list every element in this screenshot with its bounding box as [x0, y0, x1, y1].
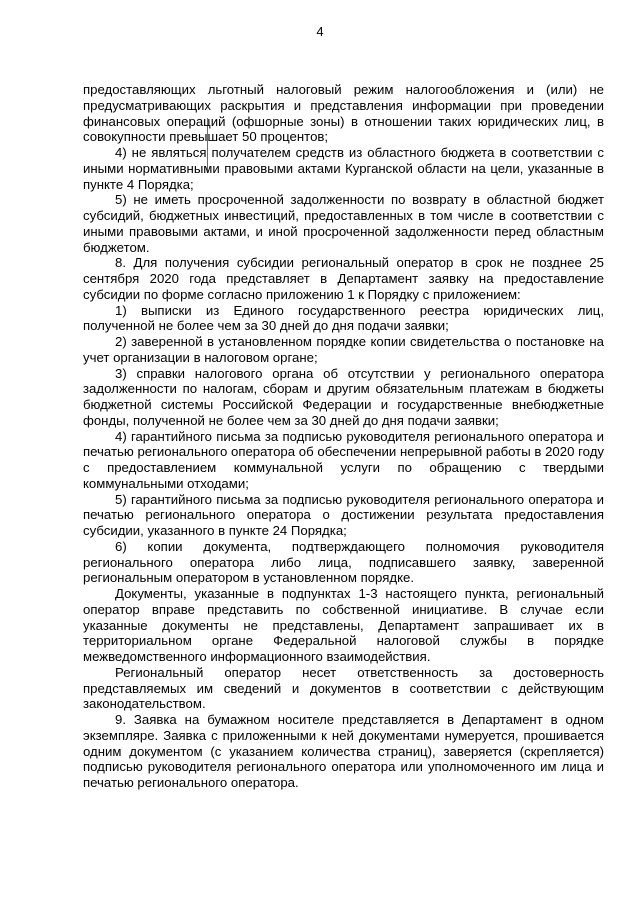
paragraph-clause-9: 9. Заявка на бумажном носителе представляется в Департамент в одном экземпляре. Заявка с приложенными к ней документами нумеруется, прошивается одним документом (с указанием количества страниц), заверяется (скрепляется) подписью руководителя регионального оператора или уполномоченного им лица и печатью регионального оператора. [83, 712, 604, 790]
paragraph-clause-8: 8. Для получения субсидии региональный оператор в срок не позднее 25 сентября 2020 года представляет в Департамент заявку на предоставление субсидии по форме согласно приложению 1 к Порядку с приложением: [83, 255, 604, 302]
paragraph-continuation: предоставляющих льготный налоговый режим налогообложения и (или) не предусматривающих раскрытия и представления информации при проведении финансовых операций (офшорные зоны) в отношении таких юридических лиц, в совокупности превышает 50 процентов; [83, 82, 604, 145]
paragraph-attachment-6: 6) копии документа, подтверждающего полномочия руководителя регионального оператора либо лица, подписавшего заявку, заверенной региональным оператором в установленном порядке. [83, 538, 604, 586]
document-body [83, 82, 604, 791]
paragraph-attachment-3: 3) справки налогового органа об отсутствии у регионального оператора задолженности по налогам, сборам и другим обязательным платежам в бюджеты бюджетной системы Российской Федерации и государственные внебюджетные фонды, полученной не более чем за 30 дней до дня подачи заявки; [83, 365, 604, 428]
paragraph-attachment-1: 1) выписки из Единого государственного реестра юридических лиц, полученной не более чем за 30 дней до дня подачи заявки; [83, 302, 604, 334]
paragraph-item-5: 5) не иметь просроченной задолженности по возврату в областной бюджет субсидий, бюджетных инвестиций, предоставленных в том числе в соответствии с иными правовыми актами, и иной просроченной задолженности перед областным бюджетом. [83, 192, 604, 255]
paragraph-attachment-2: 2) заверенной в установленном порядке копии свидетельства о постановке на учет организации в налоговом органе; [83, 334, 604, 365]
page-number: 4 [316, 24, 324, 39]
paragraph-item-4: 4) не являться получателем средств из областного бюджета в соответствии с иными нормативными правовыми актами Курганской области на цели, указанные в пункте 4 Порядка; [83, 145, 604, 192]
paragraph-attachment-4: 4) гарантийного письма за подписью руководителя регионального оператора и печатью регионального оператора об обеспечении непрерывной работы в 2020 году с предоставлением коммунальной услуги по обращению с твердыми коммунальными отходами; [83, 428, 604, 491]
paragraph-responsibility: Региональный оператор несет ответственность за достоверность представляемых им сведений и документов в соответствии с действующим законодательством. [83, 664, 604, 712]
paragraph-documents-note: Документы, указанные в подпунктах 1-3 настоящего пункта, региональный оператор вправе представить по собственной инициативе. В случае если указанные документы не представлены, Департамент запрашивает их в территориальном органе Федеральной налоговой службы в порядке межведомственного информационного взаимодействия. [83, 586, 604, 664]
paragraph-attachment-5: 5) гарантийного письма за подписью руководителя регионального оператора и печатью регионального оператора о достижении результата предоставления субсидии, указанного в пункте 24 Порядка; [83, 491, 604, 538]
